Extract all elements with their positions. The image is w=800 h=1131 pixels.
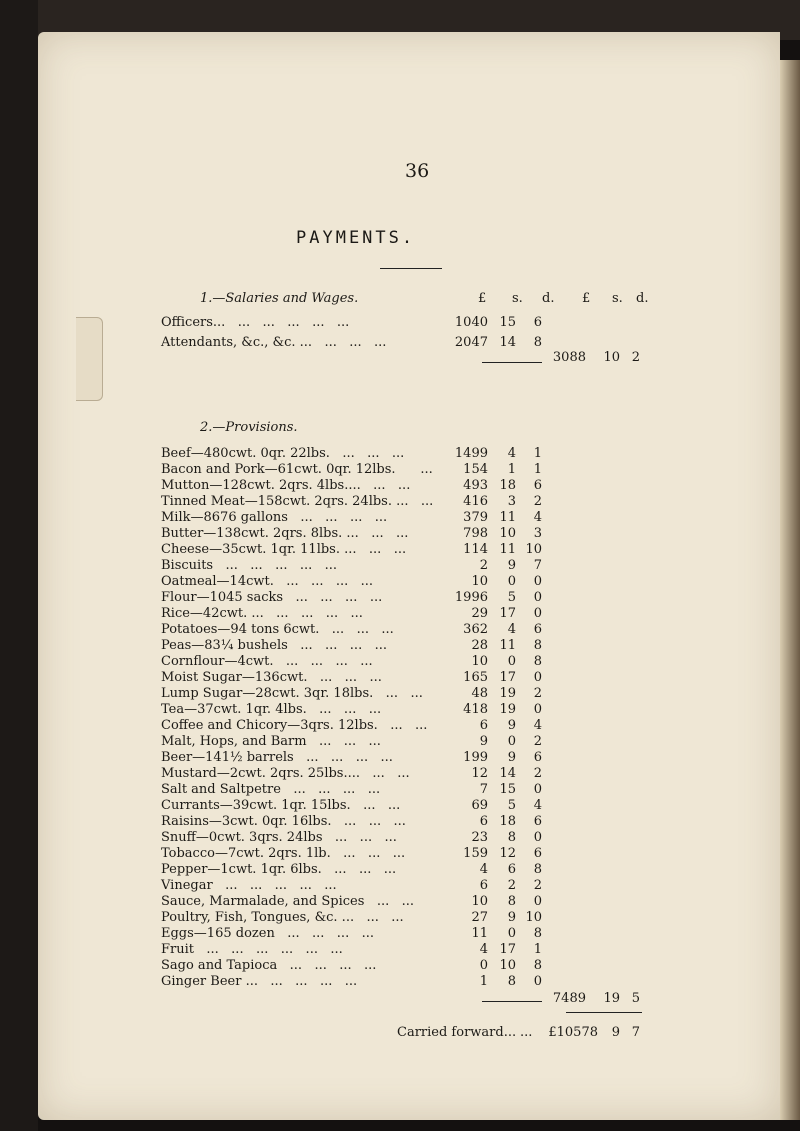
row-item: Salt and Saltpetre ... ... ... ...: [161, 782, 381, 797]
total-header-pence: d.: [636, 291, 649, 306]
row-pence: 0: [533, 606, 542, 621]
row-item: Tea—37cwt. 1qr. 4lbs. ... ... ...: [161, 702, 382, 717]
row-pounds: 165: [463, 670, 488, 685]
row-pounds: 27: [471, 910, 488, 925]
row-pence: 2: [533, 686, 542, 701]
row-item: Peas—83¼ bushels ... ... ... ...: [161, 638, 387, 653]
row-pounds: 199: [463, 750, 488, 765]
row-pence: 0: [533, 590, 542, 605]
row-pounds: 379: [463, 510, 488, 525]
row-pounds: 4: [479, 862, 488, 877]
table-row: [0, 926, 742, 942]
row-pence: 8: [533, 654, 542, 669]
row-pence: 0: [533, 702, 542, 717]
carried-forward-row: [0, 1025, 742, 1041]
row-shillings: 18: [499, 478, 516, 493]
row-pence: 0: [533, 974, 542, 989]
row-shillings: 17: [499, 942, 516, 957]
row-pounds: 12: [471, 766, 488, 781]
row-item: Attendants, &c., &c. ... ... ... ...: [161, 335, 387, 350]
row-shillings: 14: [499, 335, 516, 350]
row-pence: 6: [533, 315, 542, 330]
page-title: PAYMENTS.: [296, 228, 416, 248]
row-pounds: 10: [471, 654, 488, 669]
table-row: [0, 798, 742, 814]
row-pence: 6: [533, 814, 542, 829]
row-shillings: 10: [499, 526, 516, 541]
row-item: Beef—480cwt. 0qr. 22lbs. ... ... ...: [161, 446, 405, 461]
carried-forward-pounds: £10578: [548, 1025, 598, 1040]
row-pence: 4: [533, 510, 542, 525]
total-header-shillings: s.: [612, 291, 623, 306]
row-item: Currants—39cwt. 1qr. 15lbs. ... ...: [161, 798, 401, 813]
row-pounds: 418: [463, 702, 488, 717]
total-header-pounds: £: [582, 291, 591, 306]
section-heading-salaries: 1.—Salaries and Wages.: [200, 291, 359, 306]
row-shillings: 0: [507, 926, 516, 941]
row-pence: 1: [533, 446, 542, 461]
total-shillings: 19: [603, 991, 620, 1006]
row-shillings: 15: [499, 315, 516, 330]
table-row: [0, 894, 742, 910]
grand-total-rule: [566, 1012, 642, 1013]
table-row: [0, 654, 742, 670]
row-pounds: 416: [463, 494, 488, 509]
table-row: [0, 574, 742, 590]
row-item: Mustard—2cwt. 2qrs. 25lbs.... ... ...: [161, 766, 410, 781]
row-shillings: 14: [499, 766, 516, 781]
table-row: [0, 462, 742, 478]
row-pence: 8: [533, 638, 542, 653]
table-row: [0, 718, 742, 734]
row-shillings: 8: [507, 894, 516, 909]
row-item: Fruit ... ... ... ... ... ...: [161, 942, 343, 957]
row-item: Oatmeal—14cwt. ... ... ... ...: [161, 574, 374, 589]
col-header-shillings: s.: [512, 291, 523, 306]
table-row: [0, 846, 742, 862]
row-pounds: 10: [471, 894, 488, 909]
row-pence: 6: [533, 622, 542, 637]
row-pounds: 798: [463, 526, 488, 541]
row-item: Raisins—3cwt. 0qr. 16lbs. ... ... ...: [161, 814, 406, 829]
row-shillings: 2: [507, 878, 516, 893]
table-row: [0, 478, 742, 494]
table-row: [0, 910, 742, 926]
row-item: Tobacco—7cwt. 2qrs. 1lb. ... ... ...: [161, 846, 406, 861]
row-shillings: 4: [507, 446, 516, 461]
row-pence: 4: [533, 798, 542, 813]
row-shillings: 11: [499, 510, 516, 525]
table-row: [0, 830, 742, 846]
row-pence: 0: [533, 782, 542, 797]
table-row: [0, 766, 742, 782]
row-shillings: 6: [507, 862, 516, 877]
row-shillings: 9: [507, 750, 516, 765]
row-item: Mutton—128cwt. 2qrs. 4lbs.... ... ...: [161, 478, 411, 493]
table-row: [0, 606, 742, 622]
row-pence: 3: [533, 526, 542, 541]
page-edge: [780, 60, 800, 1120]
row-item: Coffee and Chicory—3qrs. 12lbs. ... ...: [161, 718, 428, 733]
row-pence: 0: [533, 574, 542, 589]
table-row: [0, 670, 742, 686]
row-pounds: 23: [471, 830, 488, 845]
row-pounds: 154: [463, 462, 488, 477]
carried-forward-label: Carried forward...: [397, 1025, 517, 1040]
carried-forward-pence: 7: [631, 1025, 640, 1040]
row-pence: 1: [533, 462, 542, 477]
row-item: Moist Sugar—136cwt. ... ... ...: [161, 670, 382, 685]
table-row: [0, 622, 742, 638]
table-row: [0, 446, 742, 462]
table-row: [0, 958, 742, 974]
row-shillings: 11: [499, 542, 516, 557]
row-item: Vinegar ... ... ... ... ...: [161, 878, 337, 893]
row-shillings: 10: [499, 958, 516, 973]
row-item: Rice—42cwt. ... ... ... ... ...: [161, 606, 363, 621]
row-shillings: 5: [507, 590, 516, 605]
carried-forward-shillings: 9: [611, 1025, 620, 1040]
row-item: Malt, Hops, and Barm ... ... ...: [161, 734, 381, 749]
row-item: Cornflour—4cwt. ... ... ... ...: [161, 654, 373, 669]
total-pence: 2: [631, 350, 640, 365]
row-pounds: 10: [471, 574, 488, 589]
row-shillings: 19: [499, 702, 516, 717]
row-shillings: 9: [507, 910, 516, 925]
row-pence: 0: [533, 830, 542, 845]
table-row: [0, 686, 742, 702]
row-shillings: 0: [507, 734, 516, 749]
row-pence: 10: [525, 542, 542, 557]
table-row: [0, 814, 742, 830]
section-total-row: [0, 350, 742, 366]
row-shillings: 9: [507, 558, 516, 573]
row-pence: 4: [533, 718, 542, 733]
row-pounds: 1996: [454, 590, 488, 605]
row-pounds: 9: [479, 734, 488, 749]
page-number: 36: [405, 160, 430, 182]
row-shillings: 19: [499, 686, 516, 701]
row-pence: 1: [533, 942, 542, 957]
row-pounds: 4: [479, 942, 488, 957]
row-pounds: 159: [463, 846, 488, 861]
table-row: [0, 494, 742, 510]
title-underline: [380, 268, 442, 269]
table-row: [0, 315, 742, 331]
row-pounds: 11: [471, 926, 488, 941]
row-pounds: 1040: [454, 315, 488, 330]
row-item: Tinned Meat—158cwt. 2qrs. 24lbs. ... ...: [161, 494, 434, 509]
row-pounds: 114: [463, 542, 488, 557]
col-header-pence: d.: [542, 291, 555, 306]
total-shillings: 10: [603, 350, 620, 365]
row-item: Beer—141½ barrels ... ... ... ...: [161, 750, 393, 765]
row-item: Cheese—35cwt. 1qr. 11lbs. ... ... ...: [161, 542, 407, 557]
row-shillings: 15: [499, 782, 516, 797]
section-heading-provisions: 2.—Provisions.: [200, 420, 298, 435]
row-item: Biscuits ... ... ... ... ...: [161, 558, 338, 573]
total-pounds: 7489: [552, 991, 586, 1006]
total-pence: 5: [631, 991, 640, 1006]
row-item: Butter—138cwt. 2qrs. 8lbs. ... ... ...: [161, 526, 409, 541]
row-item: Potatoes—94 tons 6cwt. ... ... ...: [161, 622, 394, 637]
row-shillings: 17: [499, 606, 516, 621]
row-pence: 6: [533, 478, 542, 493]
row-pence: 8: [533, 958, 542, 973]
row-pence: 6: [533, 846, 542, 861]
row-item: Snuff—0cwt. 3qrs. 24lbs ... ... ...: [161, 830, 397, 845]
table-row: [0, 878, 742, 894]
row-item: Ginger Beer ... ... ... ... ...: [161, 974, 358, 989]
table-row: [0, 558, 742, 574]
total-pounds: 3088: [552, 350, 586, 365]
table-row: [0, 526, 742, 542]
row-pounds: 69: [471, 798, 488, 813]
row-item: Sago and Tapioca ... ... ... ...: [161, 958, 377, 973]
carried-forward-dots: ...: [520, 1025, 533, 1040]
row-pence: 0: [533, 670, 542, 685]
row-item: Flour—1045 sacks ... ... ... ...: [161, 590, 383, 605]
table-row: [0, 335, 742, 351]
row-pence: 8: [533, 862, 542, 877]
table-row: [0, 734, 742, 750]
row-pounds: 2047: [454, 335, 488, 350]
section-total-row: [0, 991, 742, 1007]
row-pence: 6: [533, 750, 542, 765]
row-pence: 7: [533, 558, 542, 573]
row-pounds: 48: [471, 686, 488, 701]
table-row: [0, 510, 742, 526]
row-shillings: 0: [507, 654, 516, 669]
row-item: Sauce, Marmalade, and Spices ... ...: [161, 894, 415, 909]
row-shillings: 12: [499, 846, 516, 861]
row-item: Poultry, Fish, Tongues, &c. ... ... ...: [161, 910, 404, 925]
row-shillings: 17: [499, 670, 516, 685]
row-pounds: 28: [471, 638, 488, 653]
row-shillings: 1: [507, 462, 516, 477]
row-pounds: 493: [463, 478, 488, 493]
row-shillings: 8: [507, 974, 516, 989]
table-row: [0, 702, 742, 718]
row-shillings: 9: [507, 718, 516, 733]
row-shillings: 3: [507, 494, 516, 509]
row-item: Milk—8676 gallons ... ... ... ...: [161, 510, 388, 525]
row-pounds: 2: [479, 558, 488, 573]
row-item: Bacon and Pork—61cwt. 0qr. 12lbs. ...: [161, 462, 433, 477]
row-pence: 0: [533, 894, 542, 909]
table-row: [0, 862, 742, 878]
row-pence: 2: [533, 734, 542, 749]
row-shillings: 4: [507, 622, 516, 637]
table-row: [0, 782, 742, 798]
row-pence: 10: [525, 910, 542, 925]
col-header-pounds: £: [478, 291, 487, 306]
row-item: Eggs—165 dozen ... ... ... ...: [161, 926, 374, 941]
row-shillings: 0: [507, 574, 516, 589]
row-pounds: 362: [463, 622, 488, 637]
row-pounds: 1: [479, 974, 488, 989]
row-pence: 8: [533, 335, 542, 350]
row-shillings: 11: [499, 638, 516, 653]
row-pence: 8: [533, 926, 542, 941]
table-row: [0, 974, 742, 990]
table-row: [0, 750, 742, 766]
table-row: [0, 942, 742, 958]
row-pounds: 7: [479, 782, 488, 797]
row-item: Pepper—1cwt. 1qr. 6lbs. ... ... ...: [161, 862, 397, 877]
row-pence: 2: [533, 494, 542, 509]
table-row: [0, 542, 742, 558]
row-pounds: 1499: [454, 446, 488, 461]
table-row: [0, 590, 742, 606]
row-pounds: 6: [479, 718, 488, 733]
row-pence: 2: [533, 766, 542, 781]
row-pounds: 29: [471, 606, 488, 621]
row-shillings: 8: [507, 830, 516, 845]
row-shillings: 18: [499, 814, 516, 829]
row-shillings: 5: [507, 798, 516, 813]
row-pounds: 0: [479, 958, 488, 973]
table-row: [0, 638, 742, 654]
row-pounds: 6: [479, 814, 488, 829]
row-item: Lump Sugar—28cwt. 3qr. 18lbs. ... ...: [161, 686, 423, 701]
row-item: Officers... ... ... ... ... ...: [161, 315, 350, 330]
row-pence: 2: [533, 878, 542, 893]
row-pounds: 6: [479, 878, 488, 893]
